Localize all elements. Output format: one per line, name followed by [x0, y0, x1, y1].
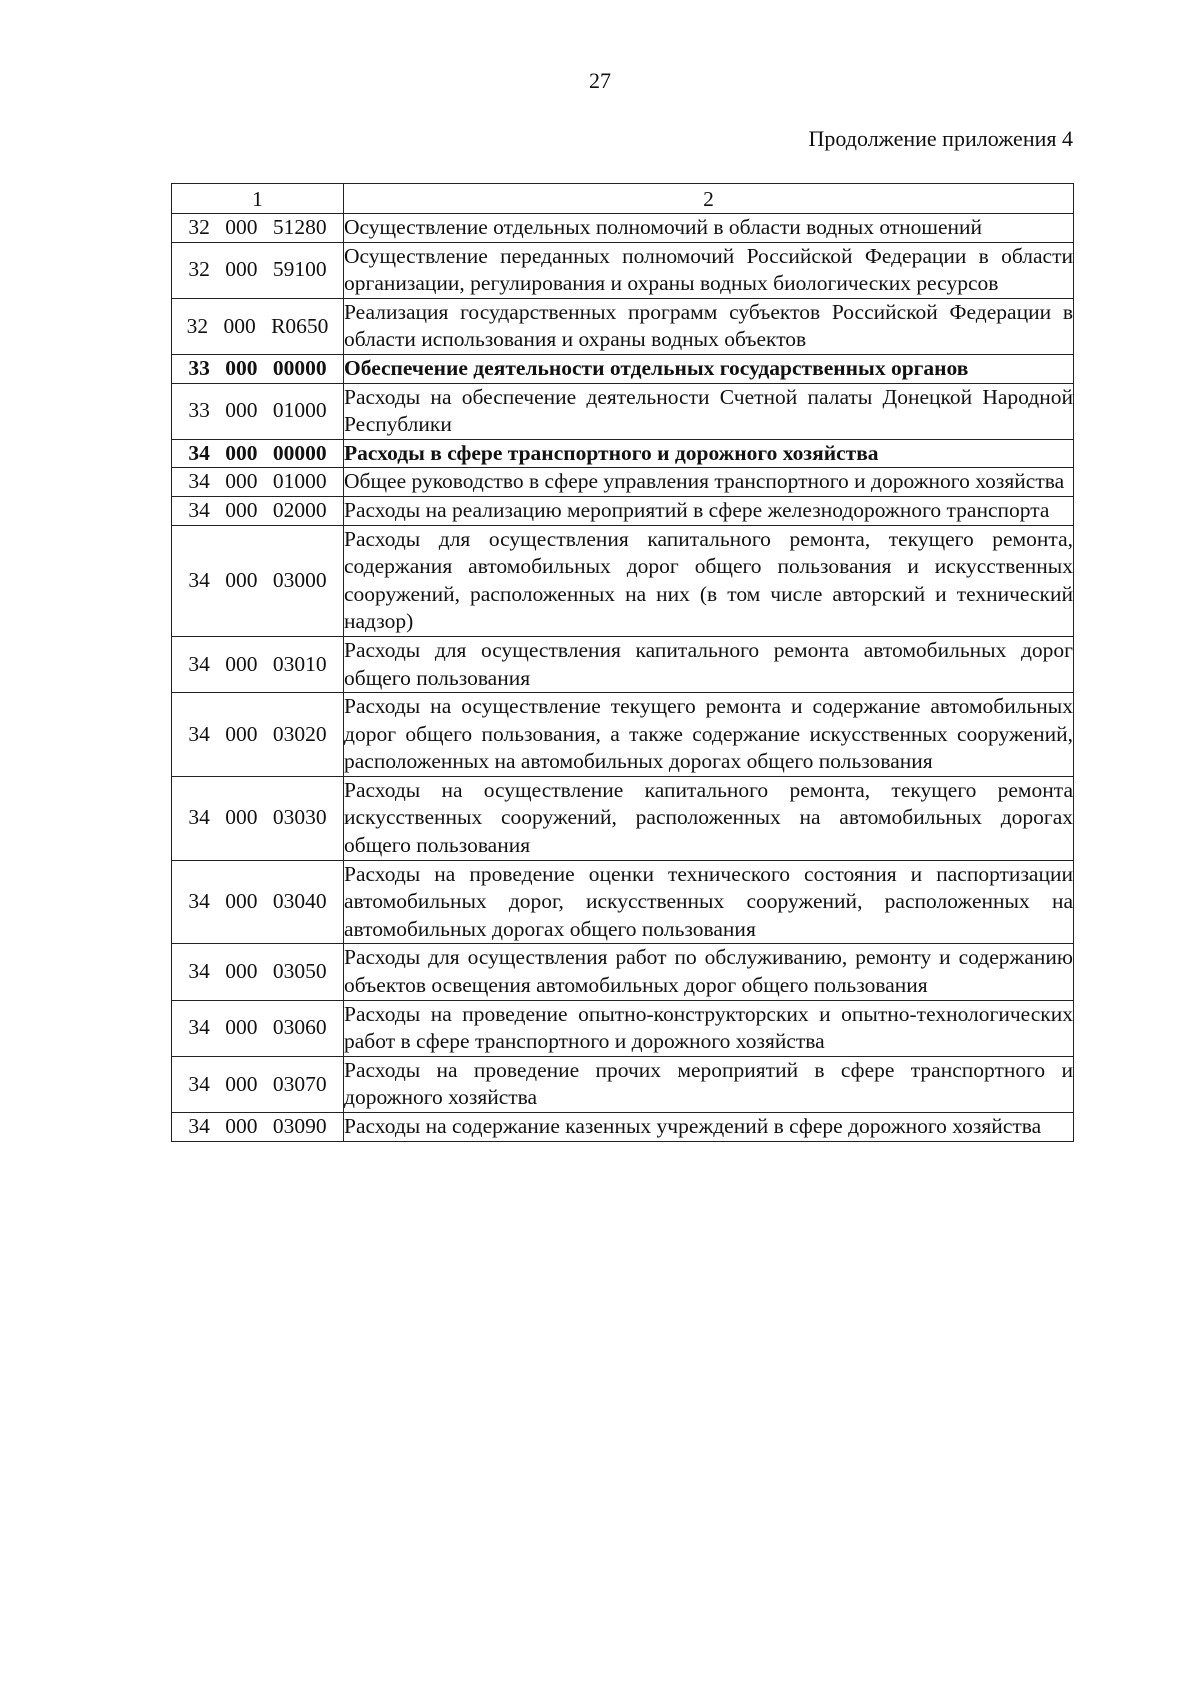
table-row — [172, 1113, 1074, 1142]
table-row — [172, 383, 1074, 439]
table-header-row — [172, 184, 1074, 214]
budget-code-cell: 32 000 59100 — [172, 242, 344, 298]
table-row — [172, 214, 1074, 243]
appendix-continuation-title: Продолжение приложения 4 — [808, 126, 1073, 151]
budget-code-cell: 32 000 R0650 — [172, 298, 344, 354]
table-row — [172, 468, 1074, 497]
budget-code-cell: 32 000 51280 — [172, 214, 344, 243]
table-row — [172, 693, 1074, 777]
budget-code-cell: 34 000 03000 — [172, 525, 344, 636]
table-row — [172, 860, 1074, 944]
description-cell: Общее руководство в сфере управления транспортного и дорожного хозяйства — [344, 468, 1074, 497]
table-row — [172, 1056, 1074, 1112]
description-cell: Расходы на осуществление капитального ремонта, текущего ремонта искусственных сооружений, расположенных на автомобильных дорогах общего пользования — [344, 776, 1074, 860]
description-cell: Расходы в сфере транспортного и дорожного хозяйства — [344, 439, 1074, 468]
description-cell: Расходы на реализацию мероприятий в сфере железнодорожного транспорта — [344, 496, 1074, 525]
budget-code-cell: 34 000 02000 — [172, 496, 344, 525]
table-row — [172, 439, 1074, 468]
description-cell: Расходы для осуществления капитального ремонта автомобильных дорог общего пользования — [344, 636, 1074, 692]
budget-code-cell: 34 000 03070 — [172, 1056, 344, 1112]
description-cell: Обеспечение деятельности отдельных государственных органов — [344, 354, 1074, 383]
table-row — [172, 1000, 1074, 1056]
budget-code-cell: 33 000 00000 — [172, 354, 344, 383]
table-row — [172, 636, 1074, 692]
budget-code-cell: 34 000 03020 — [172, 693, 344, 777]
budget-code-cell: 34 000 00000 — [172, 439, 344, 468]
description-cell: Осуществление отдельных полномочий в области водных отношений — [344, 214, 1074, 243]
description-cell: Расходы на обеспечение деятельности Счетной палаты Донецкой Народной Республики — [344, 383, 1074, 439]
budget-code-cell: 34 000 03040 — [172, 860, 344, 944]
budget-code-cell: 34 000 03090 — [172, 1113, 344, 1142]
description-cell: Расходы на осуществление текущего ремонта и содержание автомобильных дорог общего пользования, а также содержание искусственных сооружений, расположенных на автомобильных дорогах общего пользования — [344, 693, 1074, 777]
table-row — [172, 298, 1074, 354]
table-body — [172, 184, 1074, 1142]
page-number: 27 — [589, 68, 611, 93]
description-cell: Расходы для осуществления капитального ремонта, текущего ремонта, содержания автомобильных дорог общего пользования и искусственных сооружений, расположенных на них (в том числе авторский и технический надзор) — [344, 525, 1074, 636]
description-cell: Расходы на содержание казенных учреждений в сфере дорожного хозяйства — [344, 1113, 1074, 1142]
column-header-code: 1 — [172, 184, 344, 214]
budget-code-cell: 34 000 03010 — [172, 636, 344, 692]
budget-code-cell: 33 000 01000 — [172, 383, 344, 439]
budget-code-cell: 34 000 03030 — [172, 776, 344, 860]
description-cell: Расходы на проведение опытно-конструкторских и опытно-технологических работ в сфере транспортного и дорожного хозяйства — [344, 1000, 1074, 1056]
budget-code-cell: 34 000 01000 — [172, 468, 344, 497]
description-cell: Расходы на проведение оценки технического состояния и паспортизации автомобильных дорог, искусственных сооружений, расположенных на автомобильных дорогах общего пользования — [344, 860, 1074, 944]
table-row — [172, 776, 1074, 860]
table-row — [172, 354, 1074, 383]
table-row — [172, 525, 1074, 636]
budget-code-cell: 34 000 03050 — [172, 944, 344, 1000]
description-cell: Расходы для осуществления работ по обслуживанию, ремонту и содержанию объектов освещения автомобильных дорог общего пользования — [344, 944, 1074, 1000]
table-row — [172, 242, 1074, 298]
description-cell: Реализация государственных программ субъектов Российской Федерации в области использования и охраны водных объектов — [344, 298, 1074, 354]
description-cell: Расходы на проведение прочих мероприятий в сфере транспортного и дорожного хозяйства — [344, 1056, 1074, 1112]
column-header-description: 2 — [344, 184, 1074, 214]
budget-code-cell: 34 000 03060 — [172, 1000, 344, 1056]
budget-codes-table — [171, 183, 1074, 1142]
table-row — [172, 944, 1074, 1000]
description-cell: Осуществление переданных полномочий Российской Федерации в области организации, регулирования и охраны водных биологических ресурсов — [344, 242, 1074, 298]
table-row — [172, 496, 1074, 525]
